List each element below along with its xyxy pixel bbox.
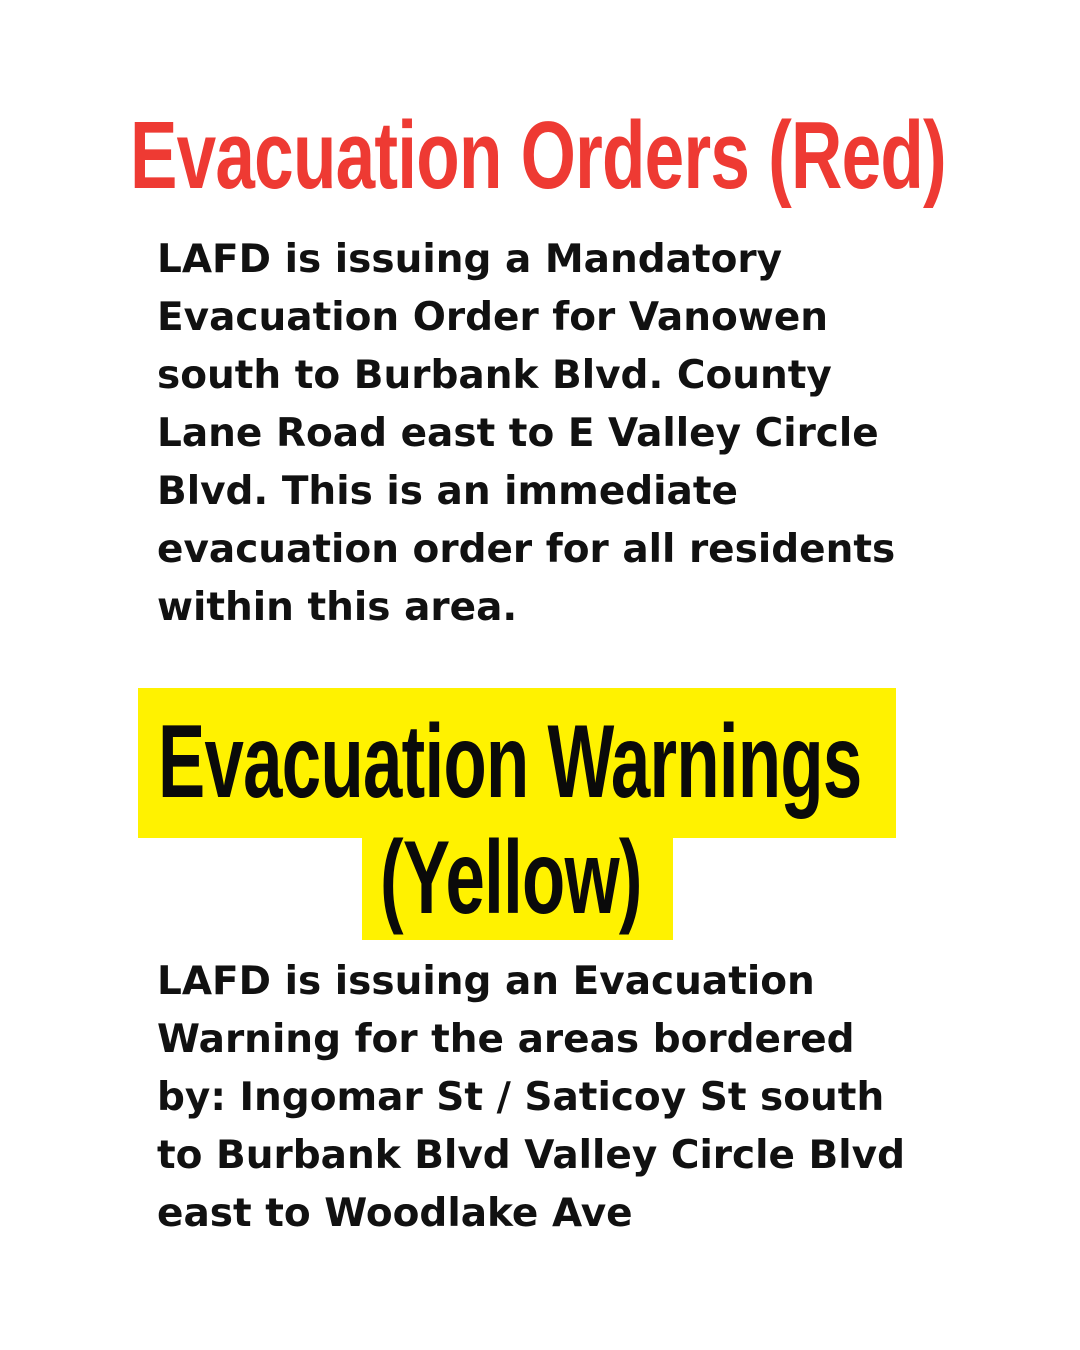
evacuation-warnings-subtitle: (Yellow) <box>380 820 642 936</box>
evacuation-orders-title: Evacuation Orders (Red) <box>130 102 946 209</box>
evacuation-warnings-body: LAFD is issuing an Evacuation Warning for the areas bordered by: Ingomar St / Saticoy St south to Burbank Blvd Valley Circle Blvd east to Woodlake Ave <box>157 959 905 1236</box>
evacuation-orders-body: LAFD is issuing a Mandatory Evacuation Order for Vanowen south to Burbank Blvd. County Lane Road east to E Valley Circle Blvd. This is an immediate evacuation order for all residents within this area. <box>157 237 896 630</box>
evacuation-warnings-title: Evacuation Warnings <box>158 704 862 820</box>
